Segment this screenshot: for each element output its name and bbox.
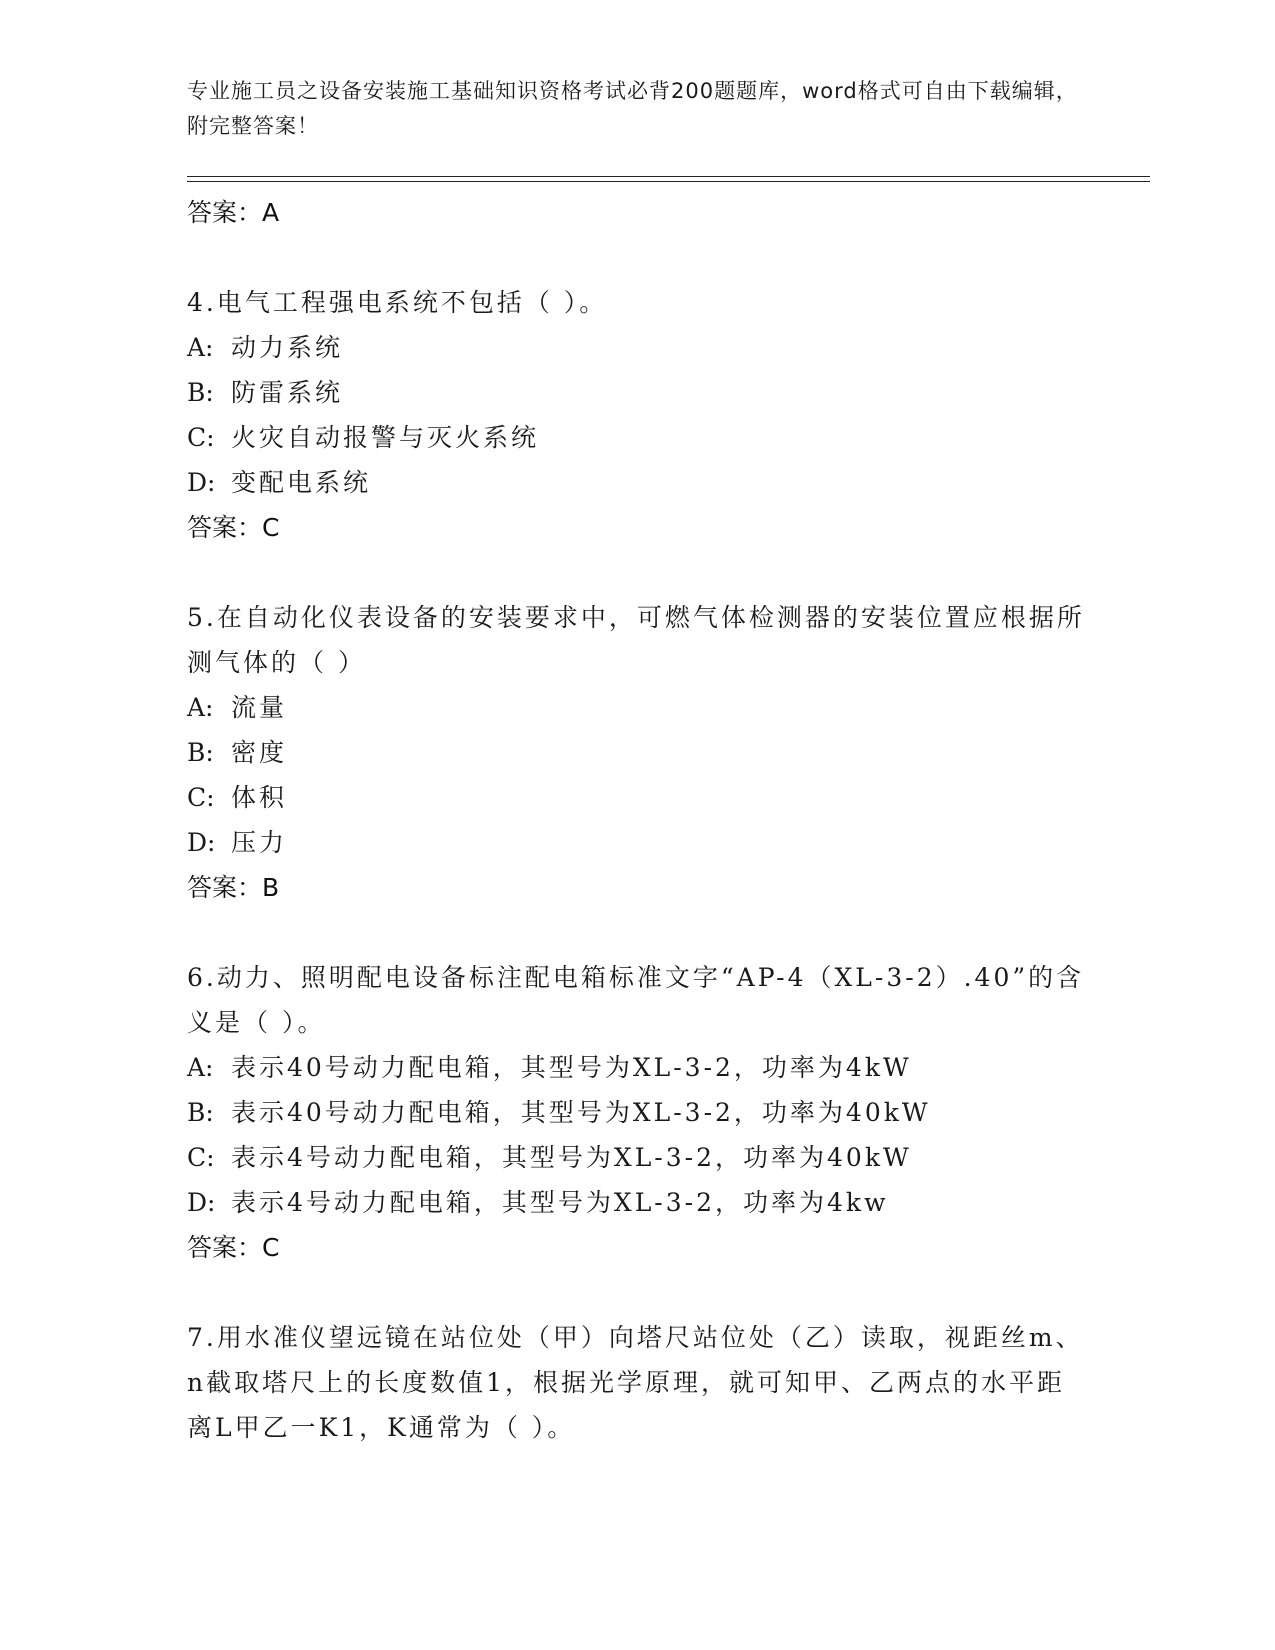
option-text: 表示4号动力配电箱，其型号为XL-3-2，功率为4kw (231, 1188, 889, 1217)
question-5-option-b (187, 730, 1087, 775)
option-text: 防雷系统 (231, 378, 344, 407)
question-6-option-b (187, 1090, 1087, 1135)
question-4-answer: 答案：C (187, 513, 280, 542)
question-list (187, 190, 1087, 1450)
option-text: 表示40号动力配电箱，其型号为XL-3-2，功率为40kW (231, 1098, 931, 1127)
option-letter: C: (187, 783, 215, 812)
question-4-stem: 4.电气工程强电系统不包括（ ）。 (187, 288, 608, 317)
header-rule-bottom (187, 181, 1150, 182)
header-rule-top (187, 176, 1150, 177)
option-text: 动力系统 (231, 333, 344, 362)
option-letter: A: (187, 693, 214, 722)
question-4-option-c (187, 415, 1087, 460)
document-header: 专业施工员之设备安装施工基础知识资格考试必背200题题库，word格式可自由下载编辑，附完整答案！ (187, 79, 1078, 138)
question-7-stem: 7.用水准仪望远镜在站位处（甲）向塔尺站位处（乙）读取，视距丝m、n截取塔尺上的长度数值1，根据光学原理，就可知甲、乙两点的水平距离L甲乙一K1，K通常为（ ）。 (187, 1323, 1084, 1442)
option-letter: D: (187, 828, 216, 857)
question-5-option-a (187, 685, 1087, 730)
option-letter: A: (187, 333, 214, 362)
question-4-option-d (187, 460, 1087, 505)
question-5-option-c (187, 775, 1087, 820)
question-5-answer: 答案：B (187, 873, 280, 902)
option-text: 变配电系统 (231, 468, 372, 497)
option-letter: B: (187, 378, 214, 407)
option-text: 密度 (231, 738, 288, 767)
question-5-stem: 5.在自动化仪表设备的安装要求中，可燃气体检测器的安装位置应根据所测气体的（ ） (187, 603, 1085, 677)
option-letter: C: (187, 1143, 215, 1172)
option-letter: B: (187, 738, 214, 767)
option-text: 体积 (231, 783, 288, 812)
option-text: 火灾自动报警与灭火系统 (231, 423, 540, 452)
question-6-stem: 6.动力、照明配电设备标注配电箱标准文字“AP-4（XL-3-2）.40”的含义是（ ）。 (187, 963, 1085, 1037)
question-6-option-c (187, 1135, 1087, 1180)
option-text: 流量 (231, 693, 288, 722)
option-text: 表示40号动力配电箱，其型号为XL-3-2，功率为4kW (231, 1053, 912, 1082)
option-letter: A: (187, 1053, 214, 1082)
question-4-option-a (187, 325, 1087, 370)
question-6-option-a (187, 1045, 1087, 1090)
question-4-option-b (187, 370, 1087, 415)
option-letter: D: (187, 1188, 216, 1217)
previous-answer: 答案：A (187, 198, 280, 227)
option-text: 表示4号动力配电箱，其型号为XL-3-2，功率为40kW (231, 1143, 912, 1172)
question-5-option-d (187, 820, 1087, 865)
option-text: 压力 (231, 828, 288, 857)
option-letter: D: (187, 468, 216, 497)
option-letter: B: (187, 1098, 214, 1127)
question-6-option-d (187, 1180, 1087, 1225)
option-letter: C: (187, 423, 215, 452)
question-6-answer: 答案：C (187, 1233, 280, 1262)
